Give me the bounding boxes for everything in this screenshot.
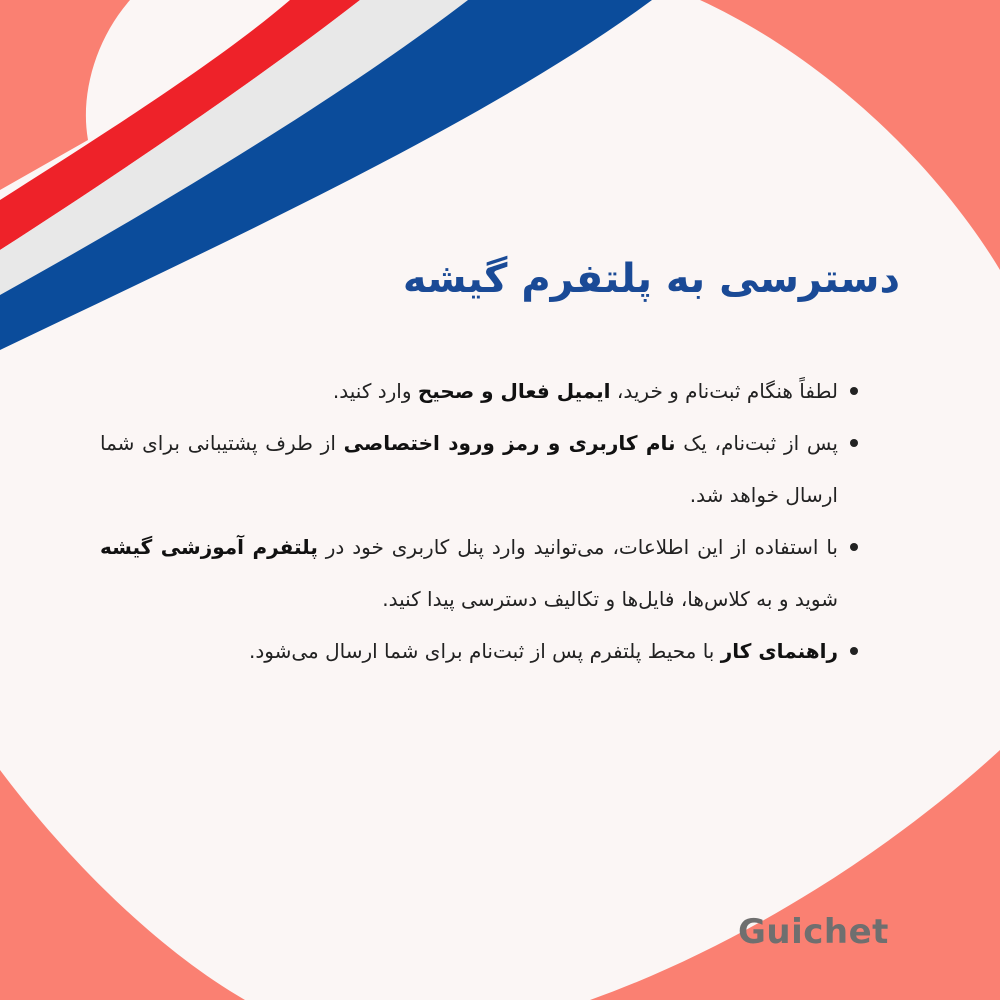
item-text: پس از ثبت‌نام، یک bbox=[675, 431, 838, 455]
list-item bbox=[100, 625, 860, 677]
list-item bbox=[100, 365, 860, 417]
item-text: با محیط پلتفرم پس از ثبت‌نام برای شما ارسال می‌شود. bbox=[248, 639, 721, 663]
item-text: وارد کنید. bbox=[332, 379, 418, 403]
item-text: از طرف پشتیبانی برای شما ارسال خواهد شد. bbox=[100, 431, 838, 507]
item-text: با استفاده از این اطلاعات، می‌توانید وارد پنل کاربری خود در bbox=[317, 535, 838, 559]
list-item bbox=[100, 521, 860, 625]
item-bold-text: راهنمای کار bbox=[720, 639, 838, 663]
item-text: لطفاً هنگام ثبت‌نام و خرید، bbox=[610, 379, 838, 403]
item-bold-text: نام کاربری و رمز ورود اختصاصی bbox=[343, 431, 676, 455]
coral-shape-top-right bbox=[700, 0, 1000, 270]
guichet-logo: Guichet bbox=[738, 912, 889, 952]
coral-shape-bottom-left bbox=[0, 770, 245, 1000]
list-item bbox=[100, 417, 860, 521]
item-text: شوید و به کلاس‌ها، فایل‌ها و تکالیف دسترسی پیدا کنید. bbox=[382, 587, 838, 611]
item-bold-text: پلتفرم آموزشی گیشه bbox=[100, 535, 318, 559]
item-bold-text: ایمیل فعال و صحیح bbox=[417, 379, 611, 403]
bullet-list bbox=[100, 365, 860, 677]
page-title: دسترسی به پلتفرم گیشه bbox=[402, 256, 900, 302]
coral-shape-bottom-right bbox=[590, 750, 1000, 1000]
